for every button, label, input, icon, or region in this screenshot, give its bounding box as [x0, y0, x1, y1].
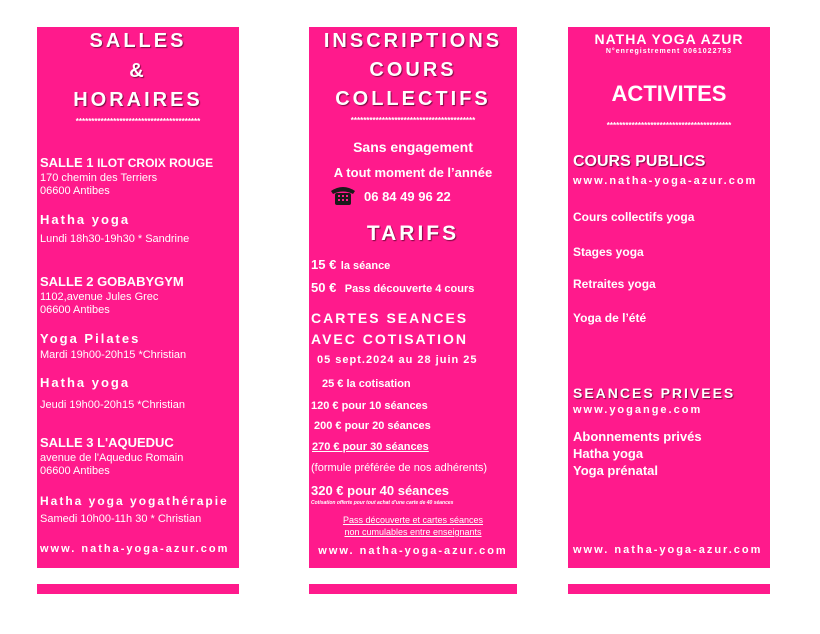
price1-amount: 15 €: [311, 257, 337, 272]
middle-bottom-strip: [309, 584, 517, 594]
seances-privees-heading: SEANCES PRIVEES: [573, 385, 736, 401]
activity-item-retraites: Retraites yoga: [573, 277, 656, 291]
horaires-title: HORAIRES: [73, 89, 203, 111]
salle1-addr2: 06600 Antibes: [40, 185, 110, 197]
class4-time: Samedi 10h00-11h 30 * Christian: [40, 513, 202, 525]
panel-inscriptions: [309, 27, 517, 568]
stars-divider: ****************************************: [350, 116, 476, 125]
activity-item-ete: Yoga de l’été: [573, 311, 647, 325]
cotisation-offer-note: Cotisation offerte pour tout achat d’une carte de 40 séances: [311, 500, 454, 506]
cours-title: COURS: [369, 59, 457, 81]
salle2-name: SALLE 2 GOBABYGYM: [40, 274, 184, 289]
activites-title: ACTIVITES: [611, 81, 727, 106]
activity-item-cours-collectifs: Cours collectifs yoga: [573, 210, 695, 224]
left-bottom-strip: [37, 584, 239, 594]
card-30: 270 € pour 30 séances: [312, 441, 429, 453]
cotisation-price: 25 € la cotisation: [322, 378, 411, 390]
private-item-abonnements: Abonnements privés: [573, 429, 702, 444]
cours-publics-url[interactable]: www.natha-yoga-azur.com: [573, 175, 758, 187]
inscriptions-title: INSCRIPTIONS: [323, 30, 503, 52]
tout-moment-text: A tout moment de l’année: [333, 165, 493, 180]
class3-title: Hatha yoga: [40, 375, 131, 390]
salle1-place: ILOT CROIX ROUGE: [97, 156, 214, 170]
salle1-heading: [40, 155, 213, 170]
class1-title: Hatha yoga: [40, 212, 131, 227]
activity-item-stages: Stages yoga: [573, 245, 644, 259]
seances-privees-url[interactable]: www.yogange.com: [573, 404, 703, 416]
cartes-title-line2: AVEC COTISATION: [311, 331, 469, 347]
website-link[interactable]: www. natha-yoga-azur.com: [40, 543, 230, 555]
website-link[interactable]: www. natha-yoga-azur.com: [318, 545, 508, 557]
season-dates: 05 sept.2024 au 28 juin 25: [317, 354, 478, 366]
stars-divider: ****************************************: [606, 121, 732, 130]
class1-time: Lundi 18h30-19h30 * Sandrine: [40, 233, 190, 245]
tarifs-title: TARIFS: [366, 222, 460, 245]
ampersand-title: &: [129, 60, 147, 82]
card-20: 200 € pour 20 séances: [314, 420, 431, 432]
telephone-icon: [329, 184, 357, 206]
salle3-name: SALLE 3 L'AQUEDUC: [40, 435, 174, 450]
card-10: 120 € pour 10 séances: [311, 400, 428, 412]
sans-engagement-text: Sans engagement: [353, 139, 473, 155]
cours-publics-heading: COURS PUBLICS: [573, 153, 706, 170]
salle2-addr2: 06600 Antibes: [40, 304, 110, 316]
price2: [311, 279, 474, 297]
stars-divider: ****************************************: [75, 117, 201, 126]
panel-activites: [568, 27, 770, 568]
brand-title: NATHA YOGA AZUR: [594, 31, 744, 47]
panel-salles-horaires: [37, 27, 239, 568]
class3-time: Jeudi 19h00-20h15 *Christian: [40, 399, 185, 411]
class2-title: Yoga Pilates: [40, 331, 141, 346]
collectifs-title: COLLECTIFS: [335, 88, 491, 110]
private-item-prenatal: Yoga prénatal: [573, 463, 659, 478]
class4-title: Hatha yoga yogathérapie: [40, 494, 229, 508]
registration-number: N°enregistrement 0061022753: [605, 48, 733, 55]
price1: [311, 256, 390, 274]
pass-note-line1: Pass découverte et cartes séances: [342, 515, 484, 525]
website-link[interactable]: www. natha-yoga-azur.com: [573, 544, 763, 556]
salle1-addr1: 170 chemin des Terriers: [40, 172, 158, 184]
right-bottom-strip: [568, 584, 770, 594]
price1-label: la séance: [340, 260, 391, 272]
pass-note-line2: non cumulables entre enseignants: [344, 527, 482, 537]
private-item-hatha: Hatha yoga: [573, 446, 644, 461]
card-40: 320 € pour 40 séances: [311, 483, 450, 498]
class2-time: Mardi 19h00-20h15 *Christian: [40, 349, 187, 361]
phone-number[interactable]: 06 84 49 96 22: [364, 189, 451, 204]
cartes-title-line1: CARTES SEANCES: [311, 310, 469, 326]
salle3-addr2: 06600 Antibes: [40, 465, 110, 477]
salle2-addr1: 1102,avenue Jules Grec: [40, 291, 159, 303]
price2-amount: 50 €: [311, 280, 337, 295]
price2-label: Pass découverte 4 cours: [344, 283, 475, 295]
formule-note: (formule préférée de nos adhérents): [311, 462, 488, 474]
salles-title: SALLES: [89, 30, 187, 52]
salle3-addr1: avenue de l'Aqueduc Romain: [40, 452, 184, 464]
salle1-name: SALLE 1: [40, 155, 94, 170]
